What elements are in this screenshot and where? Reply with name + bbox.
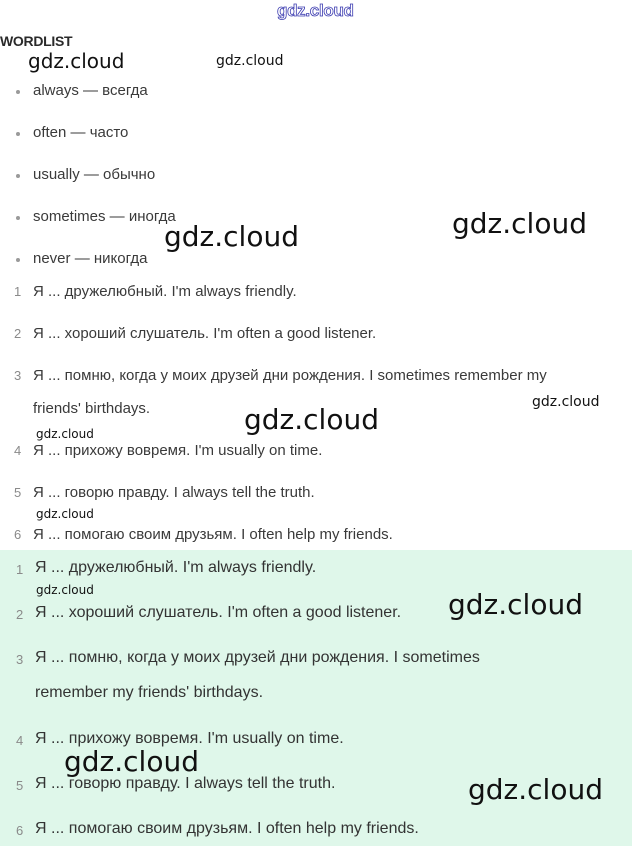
item-number: 3 bbox=[16, 652, 24, 667]
item-number: 2 bbox=[16, 607, 24, 622]
exercise-line: Я ... помогаю своим друзьям. I often help my friends. bbox=[33, 526, 393, 543]
site-watermark: gdz.cloud bbox=[277, 1, 354, 20]
item-number: 3 bbox=[14, 368, 22, 383]
wordlist-item-text: always — всегда bbox=[33, 82, 148, 99]
watermark: gdz.cloud bbox=[36, 583, 94, 597]
exercise-line: Я ... говорю правду. I always tell the truth. bbox=[33, 484, 315, 501]
bullet-icon bbox=[16, 216, 20, 220]
watermark: gdz.cloud bbox=[28, 49, 125, 73]
item-number: 5 bbox=[14, 485, 22, 500]
watermark: gdz.cloud bbox=[36, 507, 94, 521]
exercise-line-continued: friends' birthdays. bbox=[33, 400, 151, 417]
item-number: 6 bbox=[14, 527, 22, 542]
item-number: 1 bbox=[14, 284, 22, 299]
watermark: gdz.cloud bbox=[36, 427, 94, 441]
item-number: 6 bbox=[16, 823, 24, 838]
answer-line: Я ... помню, когда у моих друзей дни рождения. I sometimes bbox=[35, 649, 480, 666]
exercise-line: Я ... дружелюбный. I'm always friendly. bbox=[33, 283, 297, 300]
exercise-line: Я ... хороший слушатель. I'm often a good listener. bbox=[33, 325, 377, 342]
item-number: 4 bbox=[14, 443, 22, 458]
answer-line: Я ... говорю правду. I always tell the truth. bbox=[35, 775, 336, 792]
wordlist-item-text: never — никогда bbox=[33, 250, 148, 267]
exercise-line: Я ... помню, когда у моих друзей дни рождения. I sometimes remember my bbox=[33, 367, 547, 384]
bullet-icon bbox=[16, 90, 20, 94]
answer-line: Я ... дружелюбный. I'm always friendly. bbox=[35, 559, 317, 576]
wordlist-item-text: sometimes — иногда bbox=[33, 208, 176, 225]
watermark: gdz.cloud bbox=[164, 220, 299, 253]
watermark: gdz.cloud bbox=[64, 745, 199, 778]
answer-line: Я ... хороший слушатель. I'm often a good listener. bbox=[35, 604, 402, 621]
answer-line-continued: remember my friends' birthdays. bbox=[35, 684, 264, 701]
item-number: 5 bbox=[16, 778, 24, 793]
wordlist-item-text: usually — обычно bbox=[33, 166, 156, 183]
bullet-icon bbox=[16, 132, 20, 136]
item-number: 1 bbox=[16, 562, 24, 577]
exercise-line: Я ... прихожу вовремя. I'm usually on time. bbox=[33, 442, 323, 459]
bullet-icon bbox=[16, 258, 20, 262]
watermark: gdz.cloud bbox=[244, 403, 379, 436]
answer-line: Я ... прихожу вовремя. I'm usually on time. bbox=[35, 730, 344, 747]
bullet-icon bbox=[16, 174, 20, 178]
watermark: gdz.cloud bbox=[468, 773, 603, 806]
item-number: 4 bbox=[16, 733, 24, 748]
watermark: gdz.cloud bbox=[448, 588, 583, 621]
watermark: gdz.cloud bbox=[216, 53, 284, 69]
watermark: gdz.cloud bbox=[452, 207, 587, 240]
watermark: gdz.cloud bbox=[532, 394, 600, 410]
answer-line: Я ... помогаю своим друзьям. I often help my friends. bbox=[35, 820, 419, 837]
item-number: 2 bbox=[14, 326, 22, 341]
wordlist-heading: WORDLIST bbox=[0, 33, 73, 49]
wordlist-item-text: often — часто bbox=[33, 124, 129, 141]
